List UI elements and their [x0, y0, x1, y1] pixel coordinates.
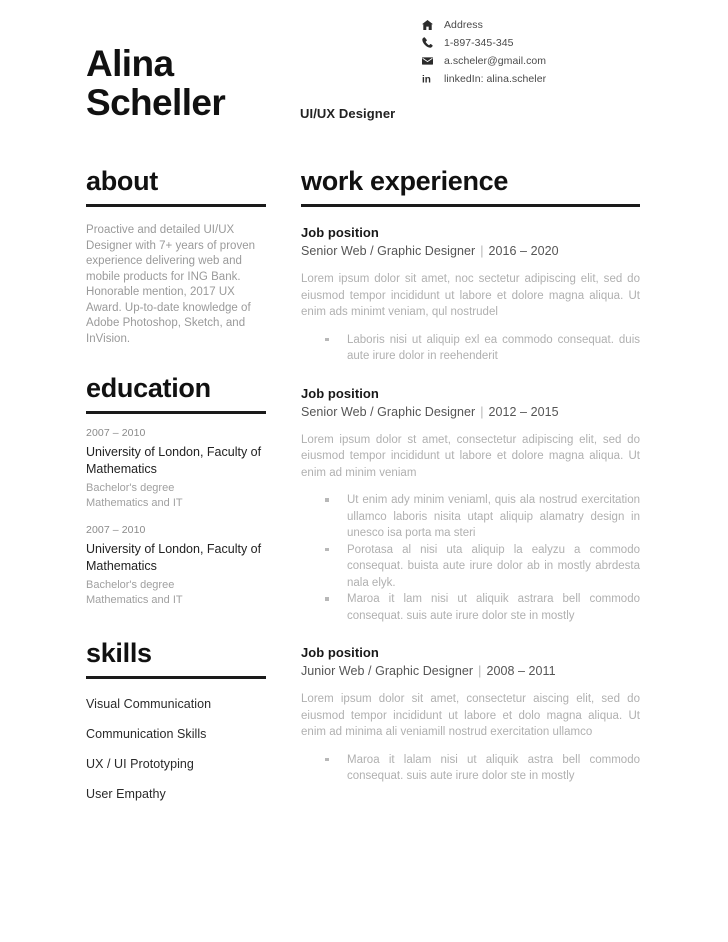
education-field: Mathematics and IT — [86, 594, 183, 606]
job-meta — [301, 244, 640, 258]
job-separator: | — [480, 404, 484, 419]
job-bullet-list — [301, 752, 640, 785]
contact-email-text: a.scheler@gmail.com — [444, 54, 547, 67]
job-separator: | — [480, 244, 484, 258]
education-date: 2007 – 2010 — [86, 427, 146, 439]
linkedin-icon — [422, 73, 436, 85]
job-entry — [301, 645, 640, 785]
education-school: University of London, Faculty of Mathematics — [86, 542, 262, 573]
education-degree: Bachelor's degree — [86, 482, 175, 494]
job-description: Lorem ipsum dolor sit amet, noc sectetur adipiscing elit, sed do eiusmod tempor incididunt ut labore et dolore magna aliqua. Ut enim ads minimt veniam, qul nostrudel — [301, 273, 640, 318]
job-meta — [301, 405, 640, 419]
job-bullet — [325, 752, 640, 785]
job-entry — [301, 225, 640, 365]
job-dates: 2012 – 2015 — [488, 404, 559, 419]
skills-section — [86, 638, 266, 801]
job-bullet-text: Maroa it lam nisi ut aliquik astrara bell commodo consequat. suis aute irure dolor ste in mostly — [347, 593, 640, 622]
candidate-name — [86, 44, 225, 122]
education-section — [86, 373, 266, 608]
job-bullet-list — [301, 332, 640, 365]
bullet-dot-icon — [325, 758, 329, 762]
skill-item: UX / UI Prototyping — [86, 757, 194, 771]
phone-icon — [422, 37, 436, 49]
job-role: Junior Web / Graphic Designer — [301, 664, 474, 678]
work-experience-divider — [301, 204, 640, 207]
job-dates: 2008 – 2011 — [486, 664, 556, 678]
home-icon — [422, 19, 436, 31]
about-divider — [86, 204, 266, 207]
bullet-dot-icon — [325, 597, 329, 601]
about-text: Proactive and detailed UI/UX Designer with 7+ years of proven experience delivering web and mobile products for ING Bank. Honorable mention, 2017 UX Award. Up-to-date knowledge of Adobe Photoshop, Sketch, and InVision. — [86, 224, 256, 345]
skill-item: User Empathy — [86, 787, 166, 801]
bullet-dot-icon — [325, 338, 329, 342]
left-column — [86, 166, 266, 801]
svg-text:in: in — [422, 74, 431, 84]
job-bullet-text: Laboris nisi ut aliquip exl ea commodo consequat. duis aute irure dolor in reehenderit — [347, 333, 640, 362]
contact-linkedin-text: linkedIn: alina.scheler — [444, 72, 547, 85]
about-section — [86, 166, 266, 347]
education-heading: education — [86, 373, 211, 403]
bullet-dot-icon — [325, 548, 329, 552]
job-bullet-text: Porotasa al nisi uta aliquip la ealyzu a commodo consequat. buista aute irure dolor ab in mostly abrdesta nala elyk. — [347, 543, 640, 589]
contact-address-text: Address — [444, 18, 483, 31]
job-meta — [301, 664, 640, 678]
job-separator: | — [478, 664, 482, 678]
right-column — [301, 166, 640, 785]
job-bullet-text: Ut enim ady minim veniaml, quis ala nostrud exercitation ullamco laboris nisita utapt aliquip alamatry design in unesco isa porta ma steri — [347, 494, 640, 539]
job-position-label: Job position — [301, 645, 379, 660]
job-bullet-list — [301, 492, 640, 624]
job-description: Lorem ipsum dolor st amet, consectetur adipiscing elit, sed do eiusmod tempor incididunt ut labore et dolore magna aliqua. Ut enim ad minim veniam — [301, 433, 640, 479]
contact-phone-text: 1-897-345-345 — [444, 36, 514, 49]
last-name: Scheller — [86, 82, 226, 123]
about-heading: about — [86, 166, 158, 196]
work-experience-heading: work experience — [301, 166, 509, 196]
skills-heading: skills — [86, 638, 152, 668]
job-bullet-text: Maroa it lalam nisi ut aliquik astra bell commodo consequat. suis aute irure dolor ste in mostly — [347, 753, 640, 782]
job-position-label: Job position — [301, 385, 379, 401]
skills-divider — [86, 676, 266, 679]
job-entry — [301, 386, 640, 625]
job-bullet — [325, 492, 640, 542]
first-name: Alina — [86, 43, 174, 84]
job-bullet — [325, 332, 640, 365]
education-divider — [86, 411, 266, 414]
candidate-job-title: UI/UX Designer — [300, 106, 396, 121]
contact-row-linkedin — [422, 71, 602, 86]
education-degree: Bachelor's degree — [86, 579, 175, 591]
education-school: University of London, Faculty of Mathematics — [86, 445, 262, 476]
education-item — [86, 524, 266, 608]
contact-row-phone — [422, 35, 602, 50]
contact-block — [422, 17, 602, 89]
contact-row-email — [422, 53, 602, 68]
job-role: Senior Web / Graphic Designer — [301, 244, 476, 258]
job-dates: 2016 – 2020 — [488, 244, 559, 258]
education-date: 2007 – 2010 — [86, 524, 146, 536]
job-position-label: Job position — [301, 225, 379, 240]
job-role: Senior Web / Graphic Designer — [301, 404, 476, 419]
job-bullet — [325, 542, 640, 592]
skill-item: Communication Skills — [86, 727, 207, 741]
job-bullet — [325, 591, 640, 624]
envelope-icon — [422, 55, 436, 67]
skill-item: Visual Communication — [86, 697, 212, 711]
contact-row-address — [422, 17, 602, 32]
bullet-dot-icon — [325, 498, 329, 502]
education-field: Mathematics and IT — [86, 497, 183, 509]
job-description: Lorem ipsum dolor sit amet, consectetur aiscing elit, sed do eiusmod tempor incididunt ut labore et dolo magna aliqua. Ut enim ad minima ali veniamill nostrud exercitation ullamco — [301, 693, 640, 738]
education-item — [86, 427, 266, 511]
